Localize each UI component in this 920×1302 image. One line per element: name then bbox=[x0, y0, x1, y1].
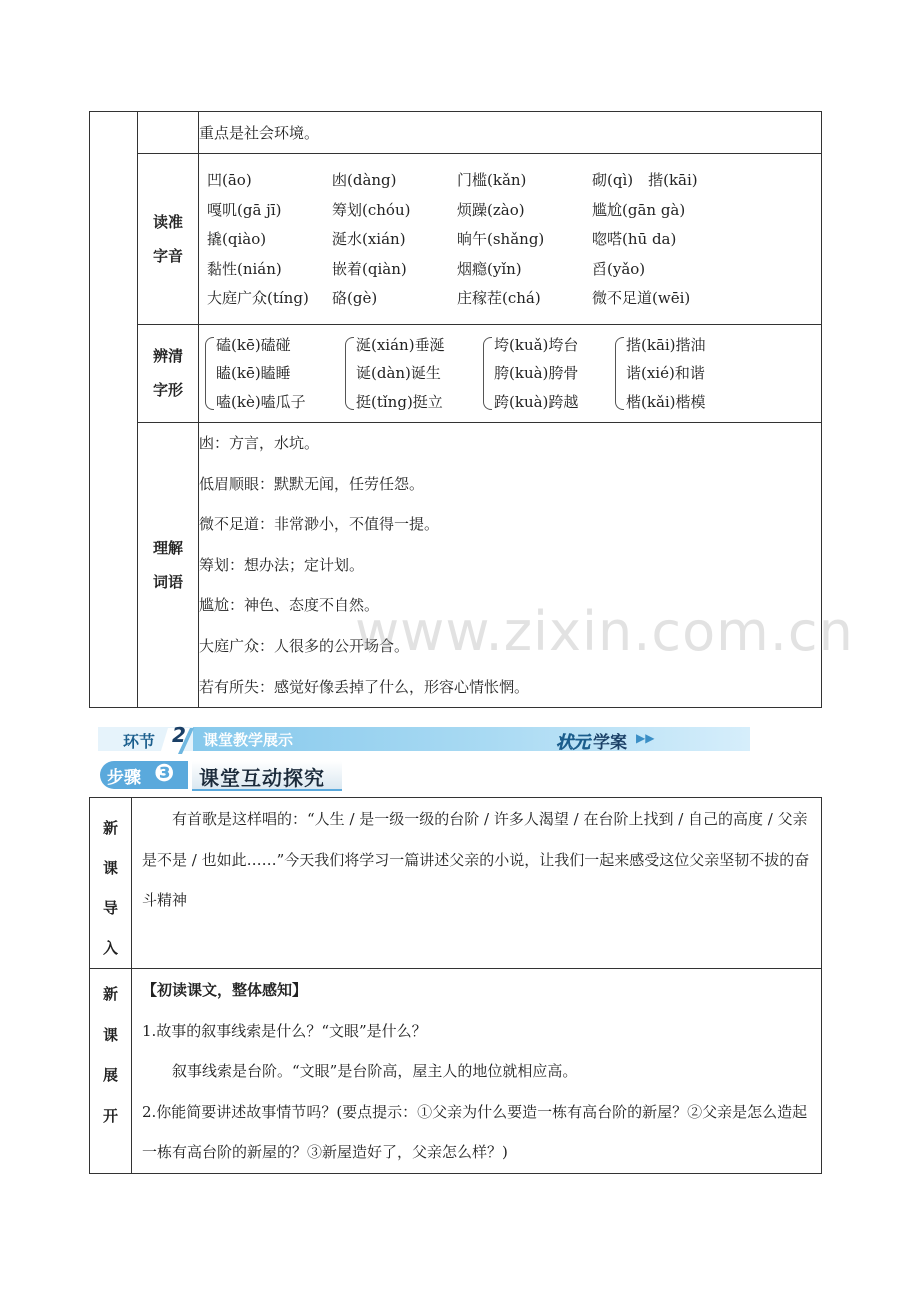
word-definitions bbox=[199, 423, 821, 707]
intro-text: 有首歌是这样唱的：“人生 / 是一级一级的台阶 / 许多人渴望 / 在台阶上找到 / 自己的高度 / 父亲是不是 / 也如此……”今天我们将学习一篇讲述父亲的小说，让我们一起来感受这位父亲坚韧不拔的奋斗精神 bbox=[142, 810, 810, 909]
intro-label-chars bbox=[90, 798, 131, 968]
pinyin-item: 黏性(nián) bbox=[207, 259, 282, 278]
develop-label-chars bbox=[90, 969, 131, 1136]
word-definition: 微不足道：非常渺小，不值得一提。 bbox=[199, 515, 440, 534]
vertical-label-char: 展 bbox=[102, 1066, 118, 1084]
pinyin-item: 硌(gè) bbox=[332, 289, 378, 307]
shape-item: 胯(kuà)胯骨 bbox=[494, 364, 579, 382]
words-label-line2: 词语 bbox=[152, 573, 183, 592]
pinyin-item: 嘎叽(gā jī) bbox=[207, 200, 282, 219]
pinyin-item: 庄稼茬(chá) bbox=[457, 289, 541, 307]
shape-item: 诞(dàn)诞生 bbox=[356, 364, 441, 382]
social-environment-text: 重点是社会环境。 bbox=[199, 124, 320, 142]
pinyin-cell bbox=[199, 154, 822, 325]
pinyin-item: 筹划(chóu) bbox=[332, 200, 411, 219]
shape-item: 跨(kuà)跨越 bbox=[494, 392, 579, 411]
word-definition: 若有所失：感觉好像丢掉了什么，形容心情怅惘。 bbox=[199, 677, 530, 696]
word-definition: 大庭广众：人很多的公开场合。 bbox=[199, 636, 410, 655]
banner-prefix: 环节 bbox=[123, 732, 156, 751]
vertical-label-char: 新 bbox=[102, 985, 118, 1003]
brace-icon bbox=[345, 337, 354, 411]
develop-a1: 叙事线索是台阶。“文眼”是台阶高，屋主人的地位就相应高。 bbox=[172, 1062, 578, 1080]
develop-q2: 2.你能简要讲述故事情节吗？(要点提示：①父亲为什么要造一栋有高台阶的新屋？②父亲是怎么造起一栋有高台阶的新屋的？③新屋造好了，父亲怎么样？) bbox=[142, 1102, 808, 1161]
step-title: 课堂互动探究 bbox=[199, 766, 325, 790]
develop-label bbox=[90, 969, 132, 1174]
pinyin-item: 唿嗒(hū da) bbox=[592, 230, 677, 248]
shape-item: 瞌(kē)瞌睡 bbox=[216, 364, 291, 382]
word-definition: 低眉顺眼：默默无闻，任劳任怨。 bbox=[199, 474, 425, 493]
shape-label-line1: 辨清 bbox=[152, 347, 183, 366]
step-number-icon: ❸ bbox=[154, 759, 175, 787]
step-prefix: 步骤 bbox=[107, 768, 141, 788]
social-environment-cell bbox=[199, 112, 822, 154]
pinyin-item: 砌(qì) 揩(kāi) bbox=[592, 171, 698, 189]
word-definition: 凼：方言，水坑。 bbox=[199, 434, 320, 452]
blank-label-cell bbox=[138, 112, 199, 154]
pinyin-item: 撬(qiào) bbox=[207, 230, 267, 248]
shape-cell bbox=[199, 324, 822, 423]
words-label-line1: 理解 bbox=[152, 539, 183, 558]
banner-right-a: 状元 bbox=[556, 733, 590, 753]
vertical-label-char: 课 bbox=[102, 859, 118, 877]
pinyin-item: 门槛(kǎn) bbox=[457, 171, 527, 189]
shape-group-items bbox=[216, 331, 306, 417]
pinyin-item: 烦躁(zào) bbox=[457, 200, 525, 219]
intro-label bbox=[90, 798, 132, 969]
brace-icon bbox=[205, 337, 214, 411]
words-cell bbox=[199, 423, 822, 708]
shape-groups bbox=[199, 325, 821, 423]
shape-group bbox=[345, 331, 479, 417]
pinyin-item: 晌午(shǎng) bbox=[457, 230, 545, 248]
shape-group bbox=[205, 331, 341, 417]
pinyin-item: 凹(āo) bbox=[207, 171, 252, 189]
pinyin-item: 嵌着(qiàn) bbox=[332, 259, 407, 278]
shape-item: 谐(xié)和谐 bbox=[626, 364, 705, 382]
shape-group-items bbox=[356, 331, 445, 417]
shape-item: 挺(tǐng)挺立 bbox=[356, 392, 443, 411]
pinyin-item: 涎水(xián) bbox=[332, 230, 406, 248]
pinyin-label bbox=[138, 154, 199, 325]
shape-item: 磕(kē)磕碰 bbox=[216, 335, 291, 354]
word-definition: 筹划：想办法；定计划。 bbox=[199, 555, 365, 574]
shape-label-line2: 字形 bbox=[152, 381, 183, 400]
pinyin-label-line1: 读准 bbox=[152, 212, 183, 231]
shape-item: 涎(xián)垂涎 bbox=[356, 335, 445, 354]
watermark: www.zixin.com.cn bbox=[355, 600, 854, 663]
lesson-table bbox=[89, 797, 822, 1174]
outer-cell bbox=[90, 112, 138, 708]
shape-group bbox=[615, 331, 735, 417]
develop-heading: 【初读课文，整体感知】 bbox=[142, 981, 308, 999]
intro-cell bbox=[132, 798, 822, 969]
brace-icon bbox=[483, 337, 492, 411]
pinyin-item: 舀(yǎo) bbox=[592, 259, 646, 278]
pinyin-item: 微不足道(wēi) bbox=[592, 289, 691, 307]
vertical-label-char: 开 bbox=[102, 1106, 118, 1125]
pinyin-item: 尴尬(gān gà) bbox=[592, 200, 686, 219]
pinyin-item: 大庭广众(tíng) bbox=[207, 289, 309, 307]
develop-q1: 1.故事的叙事线索是什么？“文眼”是什么？ bbox=[142, 1021, 427, 1040]
shape-item: 楷(kǎi)楷模 bbox=[626, 392, 706, 411]
pinyin-item: 凼(dàng) bbox=[332, 171, 397, 189]
vertical-label-char: 导 bbox=[102, 899, 118, 917]
word-definition: 尴尬：神色、态度不自然。 bbox=[199, 596, 380, 615]
brace-icon bbox=[615, 337, 624, 411]
banner-right-b: 学案 bbox=[593, 733, 627, 753]
pinyin-item: 烟瘾(yǐn) bbox=[457, 259, 522, 278]
pinyin-grid bbox=[199, 154, 821, 324]
shape-group-items bbox=[626, 331, 706, 417]
banner-arrow-icon: ▶▶ bbox=[636, 731, 655, 745]
shape-item: 垮(kuǎ)垮台 bbox=[494, 335, 579, 354]
words-label bbox=[138, 423, 199, 708]
shape-item: 揩(kāi)揩油 bbox=[626, 335, 706, 354]
vertical-label-char: 新 bbox=[102, 819, 118, 837]
shape-item: 嗑(kè)嗑瓜子 bbox=[216, 392, 306, 411]
shape-group bbox=[483, 331, 611, 417]
shape-label bbox=[138, 324, 199, 423]
vertical-label-char: 入 bbox=[102, 939, 118, 957]
banner-title: 课堂教学展示 bbox=[203, 731, 294, 749]
banner-number: 2 bbox=[172, 723, 186, 747]
vertical-label-char: 课 bbox=[102, 1025, 118, 1044]
pinyin-label-line2: 字音 bbox=[152, 246, 183, 265]
develop-cell bbox=[132, 969, 822, 1174]
shape-group-items bbox=[494, 331, 578, 417]
